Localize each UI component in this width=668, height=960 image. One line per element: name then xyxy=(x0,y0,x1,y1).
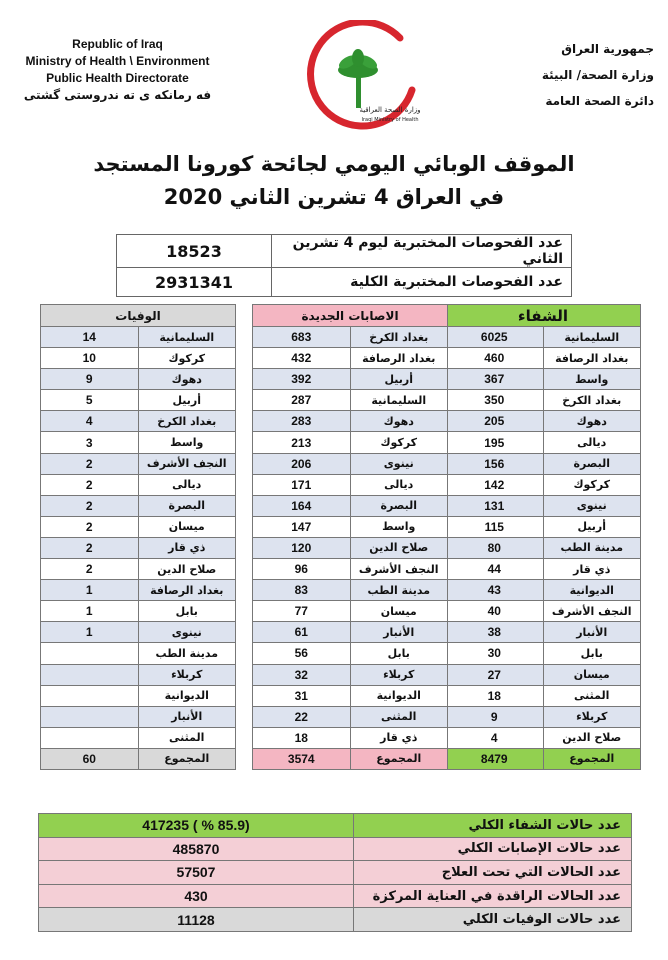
summary-row xyxy=(39,814,632,838)
header-ar-line-3: دائرة الصحة العامة xyxy=(545,94,654,108)
table-row xyxy=(41,664,236,685)
governorate-name: بابل xyxy=(138,601,236,622)
governorate-name: بغداد الكرخ xyxy=(543,390,641,411)
governorate-value: 283 xyxy=(253,411,351,432)
governorate-name: ذي قار xyxy=(350,727,448,748)
table-row xyxy=(253,537,448,558)
governorate-name: الديوانية xyxy=(350,685,448,706)
daily-tests-value: 18523 xyxy=(117,235,272,268)
table-row xyxy=(41,390,236,411)
table-row xyxy=(253,622,448,643)
governorate-value: 30 xyxy=(446,643,544,664)
table-row xyxy=(446,432,641,453)
governorate-value: 206 xyxy=(253,453,351,474)
governorate-name: كركوك xyxy=(138,348,236,369)
governorate-value: 205 xyxy=(446,411,544,432)
total-value: 8479 xyxy=(446,748,544,769)
governorate-name: صلاح الدين xyxy=(543,727,641,748)
table-row xyxy=(253,348,448,369)
summary-value: 11128 xyxy=(39,908,354,932)
governorate-value: 9 xyxy=(41,369,139,390)
table-row xyxy=(41,348,236,369)
total-value: 60 xyxy=(41,748,139,769)
table-row xyxy=(446,369,641,390)
governorate-value: 171 xyxy=(253,474,351,495)
summary-value: 485870 xyxy=(39,837,354,861)
governorate-name: واسط xyxy=(138,432,236,453)
governorate-value xyxy=(41,727,139,748)
ministry-logo xyxy=(290,20,430,130)
governorate-value: 31 xyxy=(253,685,351,706)
governorate-value: 432 xyxy=(253,348,351,369)
logo-subtext: Iraqi Ministry of Health xyxy=(361,117,419,123)
header-en-line-2: Ministry of Health \ Environment xyxy=(25,54,210,68)
governorate-name: ديالى xyxy=(543,432,641,453)
governorate-name: المثنى xyxy=(543,685,641,706)
governorate-name: ذي قار xyxy=(138,537,236,558)
deaths-table xyxy=(40,304,236,770)
governorate-name: نينوى xyxy=(138,622,236,643)
table-row xyxy=(253,411,448,432)
table-row xyxy=(446,664,641,685)
governorate-name: البصرة xyxy=(543,453,641,474)
table-row xyxy=(446,622,641,643)
table-row xyxy=(41,474,236,495)
summary-row xyxy=(39,837,632,861)
governorate-value: 120 xyxy=(253,537,351,558)
governorate-value: 80 xyxy=(446,537,544,558)
governorate-value: 2 xyxy=(41,495,139,516)
governorate-value: 9 xyxy=(446,706,544,727)
summary-label: عدد الحالات التي تحت العلاج xyxy=(354,861,632,885)
governorate-name: كربلاء xyxy=(543,706,641,727)
governorate-value: 38 xyxy=(446,622,544,643)
summary-value: 430 xyxy=(39,884,354,908)
header-en-line-4: فه رمانكه ى ته ندروستى گشتى xyxy=(23,88,212,102)
table-row xyxy=(446,580,641,601)
governorate-name: دهوك xyxy=(543,411,641,432)
total-tests-value: 2931341 xyxy=(117,268,272,297)
english-header xyxy=(10,36,225,104)
total-tests-row xyxy=(117,268,572,297)
governorate-name: السليمانية xyxy=(543,327,641,348)
table-row xyxy=(253,727,448,748)
governorate-value: 3 xyxy=(41,432,139,453)
governorate-value: 14 xyxy=(41,327,139,348)
table-row xyxy=(41,559,236,580)
governorate-name: نينوى xyxy=(350,453,448,474)
governorate-name: بغداد الرصافة xyxy=(138,580,236,601)
table-row xyxy=(253,664,448,685)
governorate-name: مدينة الطب xyxy=(138,643,236,664)
governorate-name: بغداد الرصافة xyxy=(543,348,641,369)
recoveries-table xyxy=(445,304,641,770)
governorate-value: 61 xyxy=(253,622,351,643)
table-row xyxy=(41,537,236,558)
table-row xyxy=(253,432,448,453)
summary-row xyxy=(39,861,632,885)
governorate-value: 10 xyxy=(41,348,139,369)
governorate-name: ميسان xyxy=(543,664,641,685)
table-row xyxy=(446,601,641,622)
summary-label: عدد الحالات الراقدة في العناية المركزة xyxy=(354,884,632,908)
governorate-name: ديالى xyxy=(350,474,448,495)
table-row xyxy=(253,580,448,601)
governorate-name: الأنبار xyxy=(138,706,236,727)
governorate-name: ميسان xyxy=(350,601,448,622)
governorate-value: 367 xyxy=(446,369,544,390)
governorate-name: السليمانية xyxy=(138,327,236,348)
governorate-value: 83 xyxy=(253,580,351,601)
table-row xyxy=(41,327,236,348)
table-row xyxy=(253,516,448,537)
table-row xyxy=(41,727,236,748)
governorate-name: مدينة الطب xyxy=(543,537,641,558)
table-row xyxy=(253,559,448,580)
governorate-value: 77 xyxy=(253,601,351,622)
table-row xyxy=(41,369,236,390)
table-row xyxy=(446,474,641,495)
report-subtitle: في العراق 4 تشرين الثاني 2020 xyxy=(163,185,505,209)
total-row xyxy=(41,748,236,769)
governorate-name: كربلاء xyxy=(138,664,236,685)
total-value: 3574 xyxy=(253,748,351,769)
table-row xyxy=(446,411,641,432)
governorate-value: 18 xyxy=(253,727,351,748)
table-row xyxy=(41,516,236,537)
governorate-value: 142 xyxy=(446,474,544,495)
table-row xyxy=(446,327,641,348)
governorate-name: الأنبار xyxy=(543,622,641,643)
governorate-name: كربلاء xyxy=(350,664,448,685)
governorate-name: بابل xyxy=(543,643,641,664)
table-row xyxy=(446,516,641,537)
table-row xyxy=(41,643,236,664)
daily-tests-row xyxy=(117,235,572,268)
governorate-name: كركوك xyxy=(543,474,641,495)
governorate-name: صلاح الدين xyxy=(350,537,448,558)
governorate-value: 1 xyxy=(41,580,139,601)
table-row xyxy=(446,706,641,727)
governorate-value xyxy=(41,643,139,664)
table-row xyxy=(253,327,448,348)
governorate-name: صلاح الدين xyxy=(138,559,236,580)
governorate-value xyxy=(41,706,139,727)
governorate-value: 460 xyxy=(446,348,544,369)
table-row xyxy=(253,390,448,411)
governorate-value: 2 xyxy=(41,453,139,474)
logo-text: وزارة الصحة العراقية xyxy=(359,106,421,114)
governorate-value: 164 xyxy=(253,495,351,516)
governorate-value: 115 xyxy=(446,516,544,537)
governorate-name: واسط xyxy=(350,516,448,537)
table-row xyxy=(253,474,448,495)
governorate-name: دهوك xyxy=(350,411,448,432)
table-row xyxy=(446,537,641,558)
governorate-name: ذي قار xyxy=(543,559,641,580)
summary-value: 57507 xyxy=(39,861,354,885)
governorate-name: البصرة xyxy=(350,495,448,516)
table-row xyxy=(41,601,236,622)
governorate-value: 350 xyxy=(446,390,544,411)
table-row xyxy=(41,706,236,727)
summary-label: عدد حالات الإصابات الكلي xyxy=(354,837,632,861)
table-row xyxy=(253,601,448,622)
summary-label: عدد حالات الشفاء الكلي xyxy=(354,814,632,838)
deaths-header: الوفيات xyxy=(41,305,236,327)
summary-value: (85.9 % ) 417235 xyxy=(39,814,354,838)
table-row xyxy=(41,622,236,643)
report-title: الموقف الوبائي اليومي لجائحة كورونا المستجد xyxy=(93,152,575,176)
governorate-value: 22 xyxy=(253,706,351,727)
governorate-name: النجف الأشرف xyxy=(350,559,448,580)
governorate-name: المثنى xyxy=(350,706,448,727)
governorate-name: ديالى xyxy=(138,474,236,495)
table-row xyxy=(41,685,236,706)
table-row xyxy=(446,390,641,411)
governorate-value: 195 xyxy=(446,432,544,453)
table-row xyxy=(253,453,448,474)
governorate-value: 2 xyxy=(41,474,139,495)
governorate-value: 4 xyxy=(446,727,544,748)
governorate-name: بابل xyxy=(350,643,448,664)
governorate-name: السليمانية xyxy=(350,390,448,411)
governorate-name: ميسان xyxy=(138,516,236,537)
table-row xyxy=(446,643,641,664)
total-label: المجموع xyxy=(543,748,641,769)
table-row xyxy=(446,348,641,369)
summary-table xyxy=(38,813,632,932)
governorate-name: أربيل xyxy=(543,516,641,537)
governorate-value: 44 xyxy=(446,559,544,580)
governorate-value: 5 xyxy=(41,390,139,411)
total-row xyxy=(253,748,448,769)
governorate-value: 96 xyxy=(253,559,351,580)
header-ar-line-2: وزارة الصحة/ البيئة xyxy=(541,68,654,82)
governorate-name: واسط xyxy=(543,369,641,390)
governorate-value: 213 xyxy=(253,432,351,453)
governorate-value: 147 xyxy=(253,516,351,537)
governorate-value xyxy=(41,685,139,706)
governorate-value: 1 xyxy=(41,601,139,622)
governorate-value: 40 xyxy=(446,601,544,622)
header-ar-line-1: جمهورية العراق xyxy=(561,42,654,56)
governorate-value: 2 xyxy=(41,559,139,580)
governorate-value: 4 xyxy=(41,411,139,432)
governorate-name: نينوى xyxy=(543,495,641,516)
header-en-line-3: Public Health Directorate xyxy=(46,71,189,85)
lab-tests-table xyxy=(116,234,572,297)
governorate-value: 1 xyxy=(41,622,139,643)
governorate-value: 156 xyxy=(446,453,544,474)
governorate-name: مدينة الطب xyxy=(350,580,448,601)
governorate-name: دهوك xyxy=(138,369,236,390)
header-en-line-1: Republic of Iraq xyxy=(72,37,163,51)
table-row xyxy=(253,369,448,390)
table-row xyxy=(41,453,236,474)
daily-tests-label: عدد الفحوصات المختبرية ليوم 4 تشرين الثاني xyxy=(272,235,572,268)
governorate-value xyxy=(41,664,139,685)
table-row xyxy=(253,643,448,664)
governorate-value: 683 xyxy=(253,327,351,348)
governorate-name: بغداد الرصافة xyxy=(350,348,448,369)
governorate-name: البصرة xyxy=(138,495,236,516)
summary-row xyxy=(39,908,632,932)
recoveries-header: الشفاء xyxy=(446,305,641,327)
table-row xyxy=(253,495,448,516)
governorate-value: 56 xyxy=(253,643,351,664)
governorate-value: 18 xyxy=(446,685,544,706)
ministry-logo-icon xyxy=(290,20,430,130)
governorate-name: النجف الأشرف xyxy=(543,601,641,622)
new-cases-table xyxy=(252,304,448,770)
table-row xyxy=(41,495,236,516)
total-label: المجموع xyxy=(138,748,236,769)
governorate-value: 2 xyxy=(41,516,139,537)
summary-row xyxy=(39,884,632,908)
table-row xyxy=(41,432,236,453)
governorate-value: 6025 xyxy=(446,327,544,348)
table-row xyxy=(41,411,236,432)
governorate-name: الأنبار xyxy=(350,622,448,643)
governorate-name: الديوانية xyxy=(543,580,641,601)
table-row xyxy=(446,727,641,748)
governorate-value: 27 xyxy=(446,664,544,685)
total-tests-label: عدد الفحوصات المختبرية الكلية xyxy=(272,268,572,297)
arabic-header xyxy=(504,36,654,114)
governorate-name: أربيل xyxy=(138,390,236,411)
governorate-name: أربيل xyxy=(350,369,448,390)
table-row xyxy=(446,453,641,474)
governorate-name: المثنى xyxy=(138,727,236,748)
governorate-value: 43 xyxy=(446,580,544,601)
total-label: المجموع xyxy=(350,748,448,769)
table-row xyxy=(446,685,641,706)
total-row xyxy=(446,748,641,769)
new-cases-header: الاصابات الجديدة xyxy=(253,305,448,327)
table-row xyxy=(446,559,641,580)
governorate-value: 2 xyxy=(41,537,139,558)
table-row xyxy=(446,495,641,516)
governorate-name: النجف الأشرف xyxy=(138,453,236,474)
governorate-value: 287 xyxy=(253,390,351,411)
governorate-value: 131 xyxy=(446,495,544,516)
summary-label: عدد حالات الوفيات الكلي xyxy=(354,908,632,932)
governorate-value: 392 xyxy=(253,369,351,390)
governorate-name: بغداد الكرخ xyxy=(350,327,448,348)
table-row xyxy=(253,685,448,706)
governorate-name: بغداد الكرخ xyxy=(138,411,236,432)
governorate-value: 32 xyxy=(253,664,351,685)
table-row xyxy=(253,706,448,727)
governorate-name: الديوانية xyxy=(138,685,236,706)
table-row xyxy=(41,580,236,601)
governorate-name: كركوك xyxy=(350,432,448,453)
